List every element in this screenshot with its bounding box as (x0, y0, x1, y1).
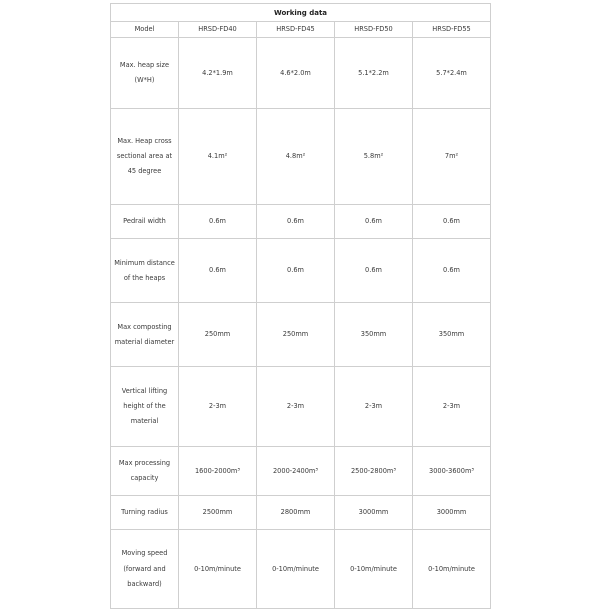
row-value: 0-10m/minute (335, 530, 413, 609)
header-model-label: Model (111, 22, 179, 38)
row-value: 4.8m² (257, 109, 335, 205)
table-row (111, 205, 491, 239)
row-value: 0.6m (257, 205, 335, 239)
row-value: 0.6m (413, 205, 491, 239)
row-value: 250mm (257, 303, 335, 367)
row-value: 4.2*1.9m (179, 38, 257, 109)
table-row (111, 367, 491, 447)
table-title: Working data (111, 4, 491, 22)
row-value: 7m² (413, 109, 491, 205)
table-row (111, 496, 491, 530)
row-value: 3000mm (335, 496, 413, 530)
header-model-1: HRSD-FD40 (179, 22, 257, 38)
row-value: 0.6m (413, 239, 491, 303)
row-value: 0-10m/minute (257, 530, 335, 609)
row-value: 2500mm (179, 496, 257, 530)
row-value: 0.6m (335, 205, 413, 239)
row-value: 350mm (335, 303, 413, 367)
row-value: 0-10m/minute (179, 530, 257, 609)
row-value: 3000mm (413, 496, 491, 530)
table-row (111, 530, 491, 609)
table-row (111, 109, 491, 205)
row-label: Vertical lifting height of the material (111, 367, 179, 447)
row-value: 0.6m (257, 239, 335, 303)
row-value: 2-3m (413, 367, 491, 447)
row-value: 4.6*2.0m (257, 38, 335, 109)
row-label: Turning radius (111, 496, 179, 530)
row-value: 2800mm (257, 496, 335, 530)
header-model-2: HRSD-FD45 (257, 22, 335, 38)
row-value: 2000-2400m³ (257, 447, 335, 496)
row-value: 0.6m (335, 239, 413, 303)
row-label: Max. heap size (W*H) (111, 38, 179, 109)
row-label: Max composting material diameter (111, 303, 179, 367)
table-row (111, 447, 491, 496)
table-row (111, 239, 491, 303)
header-model-3: HRSD-FD50 (335, 22, 413, 38)
row-label: Moving speed (forward and backward) (111, 530, 179, 609)
row-value: 0.6m (179, 239, 257, 303)
row-value: 0-10m/minute (413, 530, 491, 609)
working-data-table-container (110, 3, 490, 609)
working-data-table (110, 3, 491, 609)
row-value: 0.6m (179, 205, 257, 239)
row-value: 1600-2000m³ (179, 447, 257, 496)
row-value: 350mm (413, 303, 491, 367)
row-label: Minimum distance of the heaps (111, 239, 179, 303)
row-value: 3000-3600m³ (413, 447, 491, 496)
row-label: Pedrail width (111, 205, 179, 239)
row-value: 5.1*2.2m (335, 38, 413, 109)
row-value: 2-3m (257, 367, 335, 447)
row-value: 5.7*2.4m (413, 38, 491, 109)
row-label: Max. Heap cross sectional area at 45 degree (111, 109, 179, 205)
row-value: 5.8m² (335, 109, 413, 205)
row-label: Max processing capacity (111, 447, 179, 496)
row-value: 2-3m (179, 367, 257, 447)
row-value: 250mm (179, 303, 257, 367)
header-model-4: HRSD-FD55 (413, 22, 491, 38)
table-title-row (111, 4, 491, 22)
row-value: 2-3m (335, 367, 413, 447)
row-value: 2500-2800m³ (335, 447, 413, 496)
table-row (111, 38, 491, 109)
table-row (111, 303, 491, 367)
table-header-row (111, 22, 491, 38)
row-value: 4.1m² (179, 109, 257, 205)
